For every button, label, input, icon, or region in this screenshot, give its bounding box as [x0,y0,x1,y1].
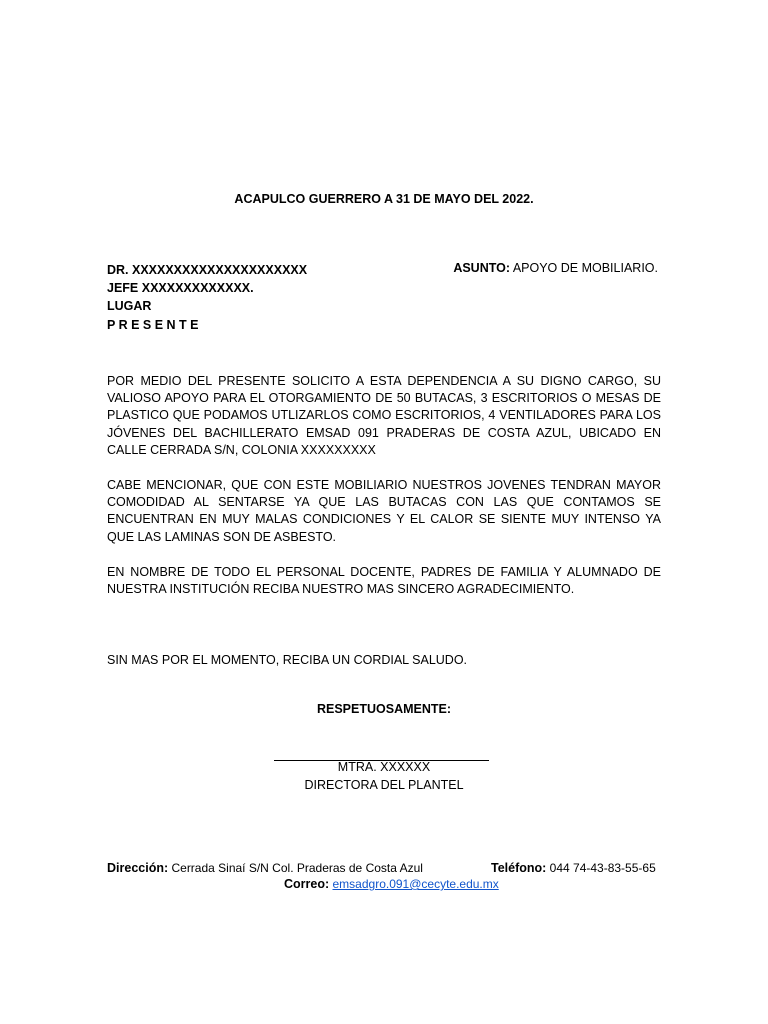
body-paragraph-3: EN NOMBRE DE TODO EL PERSONAL DOCENTE, PADRES DE FAMILIA Y ALUMNADO DE NUESTRA INSTITUCIÓN RECIBA NUESTRO MAS SINCERO AGRADECIMIENTO. [107,565,661,597]
salutation: RESPETUOSAMENTE: [316,702,452,716]
footer-address [107,861,423,875]
signatory-name: MTRA. XXXXXX [337,760,431,774]
recipient-place: LUGAR [107,299,152,313]
recipient-position: JEFE XXXXXXXXXXXXX. [107,281,254,295]
subject-line [453,261,658,275]
recipient-presente: P R E S E N T E [107,318,199,332]
email-link[interactable]: emsadgro.091@cecyte.edu.mx [332,877,499,891]
date-line: ACAPULCO GUERRERO A 31 DE MAYO DEL 2022. [234,192,534,206]
recipient-name: DR. XXXXXXXXXXXXXXXXXXXXX [107,263,308,277]
footer-phone [491,861,656,875]
address-value: Cerrada Sinaí S/N Col. Praderas de Costa Azul [168,861,423,875]
body-paragraph-2: CABE MENCIONAR, QUE CON ESTE MOBILIARIO NUESTROS JOVENES TENDRAN MAYOR COMODIDAD AL SENTARSE YA QUE LAS BUTACAS CON LAS QUE CONTAMOS SE ENCUENTRAN EN MUY MALAS CONDICIONES Y EL CALOR SE SIENTE MUY INTENSO YA QUE LAS LAMINAS SON DE ASBESTO. [107,478,661,544]
footer-email [284,877,499,891]
email-label: Correo: [284,877,330,891]
body-paragraph-1: POR MEDIO DEL PRESENTE SOLICITO A ESTA DEPENDENCIA A SU DIGNO CARGO, SU VALIOSO APOYO PARA EL OTORGAMIENTO DE 50 BUTACAS, 3 ESCRITORIOS O MESAS DE PLASTICO QUE PODAMOS UTLIZARLOS COMO ESCRITORIOS, 4 VENTILADORES PARA LOS JÓVENES DEL BACHILLERATO EMSAD 091 PRADERAS DE COSTA AZUL, UBICADO EN CALLE CERRADA S/N, COLONIA XXXXXXXXX [107,374,661,457]
subject-value: APOYO DE MOBILIARIO. [510,261,658,275]
phone-label: Teléfono: [491,861,547,875]
phone-value: 044 74-43-83-55-65 [546,861,656,875]
signatory-title: DIRECTORA DEL PLANTEL [304,778,464,792]
subject-label: ASUNTO: [453,261,511,275]
closing-line: SIN MAS POR EL MOMENTO, RECIBA UN CORDIAL SALUDO. [107,653,468,667]
address-label: Dirección: [107,861,169,875]
